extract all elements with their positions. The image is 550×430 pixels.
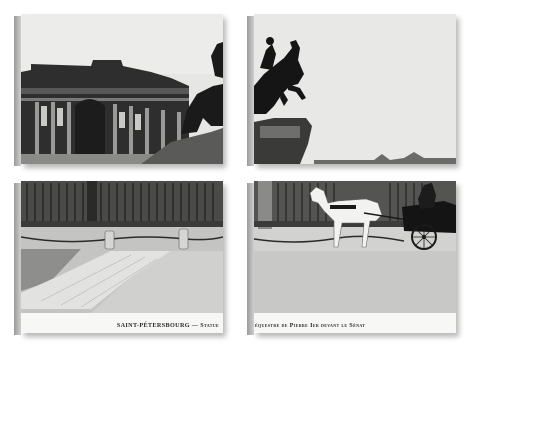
photo-panel-top-left <box>21 14 223 164</box>
caption-left: SAINT-PÉTERSBOURG — Statue <box>116 322 219 329</box>
panel-edge <box>247 16 254 166</box>
photo-panel-bottom-right <box>254 181 456 333</box>
photo-panel-top-right <box>254 14 456 164</box>
senate-building-photo <box>21 14 223 164</box>
railing-and-path-photo <box>21 181 223 313</box>
caption-right: équestre de Pierre Ier devant le Sénat <box>255 322 366 329</box>
bronze-horseman-photo <box>254 14 456 164</box>
panel-edge <box>14 16 21 166</box>
horse-carriage-photo <box>254 181 456 313</box>
panel-edge <box>247 183 254 335</box>
photo-panel-bottom-left <box>21 181 223 333</box>
panel-edge <box>14 183 21 335</box>
